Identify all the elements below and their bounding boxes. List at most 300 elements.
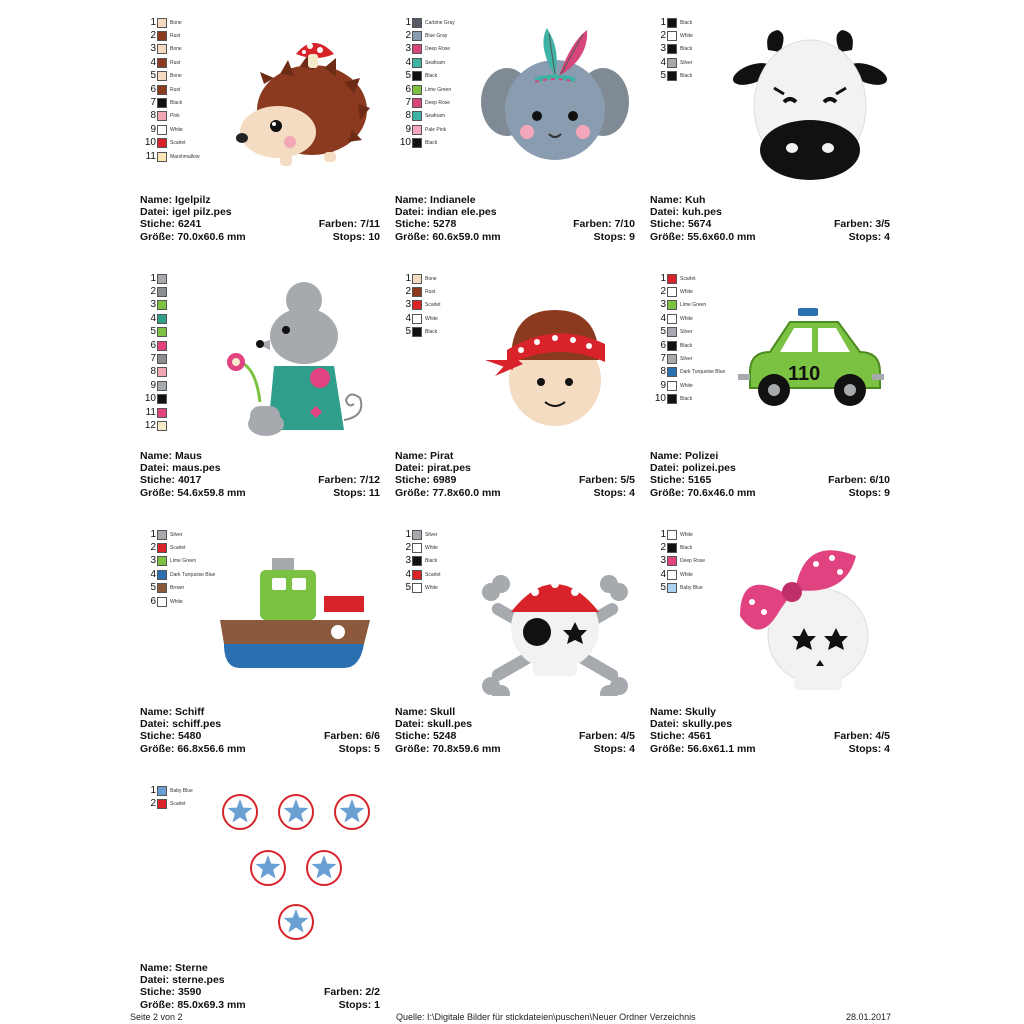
- design-size: 66.8x56.6 mm: [177, 742, 246, 755]
- palette-swatch: [157, 556, 167, 566]
- svg-text:110: 110: [788, 363, 821, 385]
- thread-palette: [399, 16, 479, 150]
- palette-entry: [654, 312, 734, 325]
- palette-swatch: [157, 786, 167, 796]
- palette-entry: [399, 285, 479, 298]
- palette-swatch: [157, 44, 167, 54]
- palette-swatch: [157, 111, 167, 121]
- design-name: Kuh: [685, 194, 706, 206]
- footer-date: 28.01.2017: [846, 1012, 892, 1022]
- palette-entry: [399, 70, 479, 83]
- palette-swatch: [157, 394, 167, 404]
- palette-swatch: [667, 287, 677, 297]
- thread-palette: [399, 528, 479, 595]
- stitches-label: Stiche:: [140, 730, 176, 743]
- palette-color-name: Black: [680, 342, 693, 349]
- palette-swatch: [412, 58, 422, 68]
- palette-color-name: Rust: [170, 33, 181, 40]
- palette-entry: [144, 43, 224, 56]
- design-stops: 4: [884, 742, 890, 755]
- design-info: [395, 706, 635, 755]
- design-colors: 7/12: [359, 474, 380, 487]
- palette-swatch: [157, 314, 167, 324]
- stops-label: Stops:: [848, 486, 882, 499]
- design-card-sterne: [140, 784, 380, 1024]
- palette-swatch: [412, 530, 422, 540]
- palette-number: 3: [405, 555, 411, 567]
- design-stitches: 5674: [687, 218, 712, 231]
- palette-entry: [399, 568, 479, 581]
- palette-number: 4: [405, 312, 411, 324]
- design-colors: 5/5: [620, 474, 635, 487]
- design-file: igel pilz.pes: [172, 206, 232, 219]
- palette-entry: [654, 366, 734, 379]
- palette-swatch: [412, 570, 422, 580]
- palette-number: 8: [150, 366, 156, 378]
- palette-number: 3: [660, 299, 666, 311]
- design-card-kuh: [650, 16, 890, 256]
- thread-palette: [144, 528, 224, 608]
- size-label: Größe:: [395, 230, 430, 243]
- design-size: 54.6x59.8 mm: [177, 486, 246, 499]
- palette-color-name: Pink: [170, 113, 180, 120]
- palette-color-name: Scarlet: [170, 140, 186, 147]
- palette-swatch: [157, 799, 167, 809]
- palette-number: 1: [405, 272, 411, 284]
- stitches-label: Stiche:: [140, 474, 176, 487]
- palette-number: 6: [150, 595, 156, 607]
- ship-icon: [220, 536, 380, 696]
- name-label: Name:: [140, 194, 173, 206]
- palette-number: 3: [660, 555, 666, 567]
- palette-entry: [654, 326, 734, 339]
- size-label: Größe:: [650, 486, 685, 499]
- palette-number: 1: [150, 272, 156, 284]
- palette-color-name: Brown: [170, 585, 185, 592]
- palette-entry: [144, 352, 224, 365]
- palette-number: 10: [654, 393, 666, 405]
- design-info: [650, 706, 890, 755]
- stops-label: Stops:: [848, 742, 882, 755]
- design-name: Schiff: [175, 706, 205, 718]
- palette-swatch: [412, 125, 422, 135]
- palette-entry: [399, 528, 479, 541]
- design-size: 60.6x59.0 mm: [432, 230, 501, 243]
- palette-number: 6: [150, 83, 156, 95]
- palette-swatch: [412, 111, 422, 121]
- design-name: Skully: [685, 706, 716, 718]
- design-info: [140, 194, 380, 243]
- palette-swatch: [412, 556, 422, 566]
- size-label: Größe:: [140, 486, 175, 499]
- palette-number: 1: [150, 16, 156, 28]
- palette-color-name: Dark Turquoise Blue: [680, 369, 726, 376]
- design-file: sterne.pes: [172, 974, 225, 987]
- design-info: [140, 962, 380, 1011]
- stitches-label: Stiche:: [395, 474, 431, 487]
- name-label: Name:: [650, 450, 683, 462]
- palette-swatch: [412, 327, 422, 337]
- palette-swatch: [667, 354, 677, 364]
- design-file: pirat.pes: [427, 462, 471, 475]
- palette-entry: [144, 56, 224, 69]
- palette-entry: [144, 555, 224, 568]
- palette-entry: [144, 285, 224, 298]
- palette-number: 4: [660, 568, 666, 580]
- palette-color-name: Rust: [170, 86, 181, 93]
- palette-number: 2: [660, 30, 666, 42]
- palette-entry: [654, 555, 734, 568]
- palette-entry: [399, 96, 479, 109]
- palette-number: 5: [660, 582, 666, 594]
- palette-entry: [144, 797, 224, 810]
- palette-number: 4: [150, 56, 156, 68]
- design-size: 70.8x59.6 mm: [432, 742, 501, 755]
- palette-color-name: White: [680, 33, 693, 40]
- palette-color-name: Scarlet: [170, 545, 186, 552]
- palette-color-name: White: [680, 315, 693, 322]
- name-label: Name:: [650, 194, 683, 206]
- palette-entry: [144, 784, 224, 797]
- palette-swatch: [412, 138, 422, 148]
- palette-number: 2: [405, 286, 411, 298]
- stitches-label: Stiche:: [650, 474, 686, 487]
- hedgehog-icon: [220, 24, 380, 184]
- palette-color-name: Lime Green: [680, 302, 707, 309]
- palette-color-name: Lime Green: [425, 86, 452, 93]
- palette-number: 6: [150, 339, 156, 351]
- palette-color-name: Pale Pink: [425, 126, 447, 133]
- palette-entry: [399, 312, 479, 325]
- palette-number: 12: [144, 419, 156, 431]
- palette-color-name: Black: [680, 19, 693, 26]
- palette-entry: [654, 339, 734, 352]
- stops-label: Stops:: [593, 486, 627, 499]
- palette-number: 8: [660, 366, 666, 378]
- size-label: Größe:: [650, 230, 685, 243]
- design-card-skull: [395, 528, 635, 768]
- palette-number: 8: [150, 110, 156, 122]
- design-stitches: 6989: [432, 474, 457, 487]
- palette-swatch: [157, 408, 167, 418]
- design-size: 70.6x46.0 mm: [687, 486, 756, 499]
- palette-entry: [144, 272, 224, 285]
- design-info: [650, 450, 890, 499]
- palette-swatch: [667, 274, 677, 284]
- palette-color-name: Rust: [425, 289, 436, 296]
- palette-number: 6: [405, 83, 411, 95]
- design-colors: 7/10: [614, 218, 635, 231]
- palette-entry: [144, 406, 224, 419]
- palette-color-name: Scarlet: [680, 275, 696, 282]
- design-info: [650, 194, 890, 243]
- palette-swatch: [412, 44, 422, 54]
- palette-number: 1: [660, 16, 666, 28]
- palette-swatch: [412, 31, 422, 41]
- palette-number: 2: [660, 286, 666, 298]
- palette-swatch: [157, 71, 167, 81]
- size-label: Größe:: [140, 230, 175, 243]
- palette-color-name: Carbine Gray: [425, 19, 455, 26]
- palette-swatch: [157, 300, 167, 310]
- thread-palette: [654, 272, 734, 406]
- palette-swatch: [412, 18, 422, 28]
- palette-entry: [144, 29, 224, 42]
- palette-entry: [654, 299, 734, 312]
- palette-swatch: [667, 31, 677, 41]
- palette-entry: [654, 393, 734, 406]
- palette-swatch: [667, 394, 677, 404]
- palette-number: 10: [144, 393, 156, 405]
- palette-entry: [144, 70, 224, 83]
- palette-entry: [654, 56, 734, 69]
- palette-number: 1: [660, 272, 666, 284]
- palette-number: 2: [405, 542, 411, 554]
- design-stops: 1: [374, 998, 380, 1011]
- palette-color-name: Silver: [680, 356, 693, 363]
- size-label: Größe:: [395, 742, 430, 755]
- palette-number: 11: [145, 150, 156, 162]
- stops-label: Stops:: [338, 742, 372, 755]
- elephant-icon: [475, 24, 635, 184]
- palette-number: 7: [150, 97, 156, 109]
- design-colors: 7/11: [360, 218, 380, 231]
- palette-number: 10: [399, 137, 411, 149]
- thread-palette: [144, 784, 224, 811]
- size-label: Größe:: [140, 998, 175, 1011]
- palette-color-name: Black: [425, 329, 438, 336]
- design-stitches: 6241: [177, 218, 202, 231]
- palette-swatch: [667, 570, 677, 580]
- palette-entry: [399, 272, 479, 285]
- palette-number: 6: [660, 339, 666, 351]
- palette-number: 9: [660, 379, 666, 391]
- stops-label: Stops:: [593, 742, 627, 755]
- palette-swatch: [157, 354, 167, 364]
- design-name: Polizei: [685, 450, 719, 462]
- palette-number: 2: [150, 798, 156, 810]
- thread-palette: [399, 272, 479, 339]
- palette-entry: [144, 150, 224, 163]
- palette-color-name: Bone: [170, 46, 182, 53]
- palette-number: 8: [405, 110, 411, 122]
- design-name: Igelpilz: [175, 194, 211, 206]
- palette-number: 4: [660, 312, 666, 324]
- size-label: Größe:: [650, 742, 685, 755]
- palette-number: 3: [660, 43, 666, 55]
- palette-color-name: Scarlet: [170, 801, 186, 808]
- palette-color-name: White: [425, 315, 438, 322]
- palette-swatch: [412, 543, 422, 553]
- palette-swatch: [157, 31, 167, 41]
- palette-number: 5: [660, 70, 666, 82]
- palette-swatch: [667, 543, 677, 553]
- palette-swatch: [157, 583, 167, 593]
- palette-color-name: White: [680, 289, 693, 296]
- palette-entry: [144, 339, 224, 352]
- palette-number: 5: [405, 582, 411, 594]
- colors-label: Farben:: [323, 986, 363, 999]
- palette-entry: [144, 379, 224, 392]
- design-file: polizei.pes: [682, 462, 736, 475]
- palette-entry: [654, 352, 734, 365]
- design-colors: 4/5: [875, 730, 890, 743]
- name-label: Name:: [395, 194, 428, 206]
- palette-number: 3: [405, 299, 411, 311]
- colors-label: Farben:: [318, 474, 357, 487]
- palette-swatch: [667, 367, 677, 377]
- design-colors: 2/2: [365, 986, 380, 999]
- palette-number: 3: [150, 43, 156, 55]
- skull-icon: [475, 536, 635, 696]
- design-size: 56.6x61.1 mm: [687, 742, 756, 755]
- pirate-icon: [475, 280, 635, 440]
- stitches-label: Stiche:: [395, 218, 431, 231]
- cow-icon: [730, 24, 890, 184]
- palette-number: 5: [405, 326, 411, 338]
- palette-entry: [144, 137, 224, 150]
- palette-swatch: [412, 274, 422, 284]
- palette-entry: [144, 568, 224, 581]
- palette-entry: [144, 16, 224, 29]
- palette-entry: [399, 582, 479, 595]
- colors-label: Farben:: [578, 730, 618, 743]
- palette-number: 5: [405, 70, 411, 82]
- palette-swatch: [157, 543, 167, 553]
- palette-swatch: [157, 287, 167, 297]
- palette-number: 1: [150, 784, 156, 796]
- palette-swatch: [157, 138, 167, 148]
- palette-color-name: Rust: [170, 59, 181, 66]
- palette-entry: [144, 326, 224, 339]
- design-stitches: 5165: [687, 474, 712, 487]
- design-stops: 4: [629, 486, 635, 499]
- palette-color-name: Marshmallow: [170, 153, 200, 160]
- palette-entry: [399, 83, 479, 96]
- stars-icon: [220, 792, 380, 952]
- palette-color-name: Baby Blue: [170, 787, 193, 794]
- palette-entry: [399, 555, 479, 568]
- palette-swatch: [157, 367, 167, 377]
- palette-number: 5: [150, 582, 156, 594]
- palette-entry: [399, 56, 479, 69]
- palette-number: 3: [405, 43, 411, 55]
- palette-swatch: [667, 327, 677, 337]
- design-stops: 9: [629, 230, 635, 243]
- palette-color-name: Silver: [170, 531, 183, 538]
- palette-swatch: [412, 314, 422, 324]
- design-stops: 4: [884, 230, 890, 243]
- palette-entry: [399, 326, 479, 339]
- palette-entry: [144, 528, 224, 541]
- design-colors: 4/5: [620, 730, 635, 743]
- palette-color-name: Deep Rose: [425, 100, 451, 107]
- palette-color-name: White: [425, 585, 438, 592]
- design-card-maus: [140, 272, 380, 512]
- design-name: Skull: [430, 706, 456, 718]
- palette-swatch: [412, 98, 422, 108]
- name-label: Name:: [140, 450, 173, 462]
- palette-entry: [399, 123, 479, 136]
- design-colors: 6/10: [869, 474, 890, 487]
- palette-swatch: [667, 58, 677, 68]
- palette-color-name: Black: [425, 558, 438, 565]
- palette-color-name: Bone: [425, 275, 437, 282]
- palette-entry: [399, 299, 479, 312]
- stops-label: Stops:: [593, 230, 627, 243]
- palette-entry: [399, 16, 479, 29]
- palette-entry: [399, 29, 479, 42]
- palette-color-name: Black: [680, 396, 693, 403]
- design-stitches: 3590: [177, 986, 202, 999]
- file-label: Datei:: [140, 718, 170, 731]
- palette-color-name: Bone: [170, 73, 182, 80]
- palette-swatch: [667, 381, 677, 391]
- palette-color-name: Black: [680, 545, 693, 552]
- palette-number: 9: [150, 379, 156, 391]
- design-stitches: 4017: [177, 474, 202, 487]
- palette-swatch: [667, 18, 677, 28]
- file-label: Datei:: [650, 718, 680, 731]
- palette-swatch: [412, 287, 422, 297]
- colors-label: Farben:: [828, 474, 867, 487]
- design-size: 77.8x60.0 mm: [432, 486, 501, 499]
- palette-number: 2: [660, 542, 666, 554]
- stitches-label: Stiche:: [395, 730, 431, 743]
- palette-number: 1: [405, 16, 411, 28]
- palette-number: 2: [150, 30, 156, 42]
- palette-color-name: Dark Turquoise Blue: [170, 571, 216, 578]
- design-stops: 9: [884, 486, 890, 499]
- palette-number: 7: [660, 353, 666, 365]
- name-label: Name:: [650, 706, 683, 718]
- palette-entry: [399, 541, 479, 554]
- palette-number: 3: [150, 299, 156, 311]
- palette-color-name: Silver: [425, 531, 438, 538]
- palette-entry: [144, 299, 224, 312]
- design-stitches: 4561: [687, 730, 712, 743]
- palette-swatch: [157, 570, 167, 580]
- palette-swatch: [157, 85, 167, 95]
- palette-color-name: Baby Blue: [680, 585, 703, 592]
- palette-color-name: Silver: [680, 59, 693, 66]
- palette-color-name: Bone: [170, 19, 182, 26]
- design-card-igelpilz: [140, 16, 380, 256]
- design-size: 55.6x60.0 mm: [687, 230, 756, 243]
- palette-number: 9: [405, 123, 411, 135]
- thread-palette: [144, 272, 224, 433]
- name-label: Name:: [140, 962, 173, 974]
- palette-number: 1: [405, 528, 411, 540]
- palette-entry: [144, 419, 224, 432]
- palette-color-name: White: [680, 382, 693, 389]
- palette-number: 4: [150, 312, 156, 324]
- name-label: Name:: [140, 706, 173, 718]
- palette-entry: [144, 582, 224, 595]
- design-size: 70.0x60.6 mm: [177, 230, 246, 243]
- palette-swatch: [157, 597, 167, 607]
- design-name: Sterne: [175, 962, 208, 974]
- palette-swatch: [157, 327, 167, 337]
- palette-swatch: [667, 44, 677, 54]
- palette-number: 2: [150, 286, 156, 298]
- file-label: Datei:: [650, 206, 680, 219]
- palette-number: 11: [145, 406, 156, 418]
- palette-swatch: [667, 71, 677, 81]
- palette-swatch: [157, 125, 167, 135]
- palette-number: 4: [660, 56, 666, 68]
- design-colors: 3/5: [875, 218, 890, 231]
